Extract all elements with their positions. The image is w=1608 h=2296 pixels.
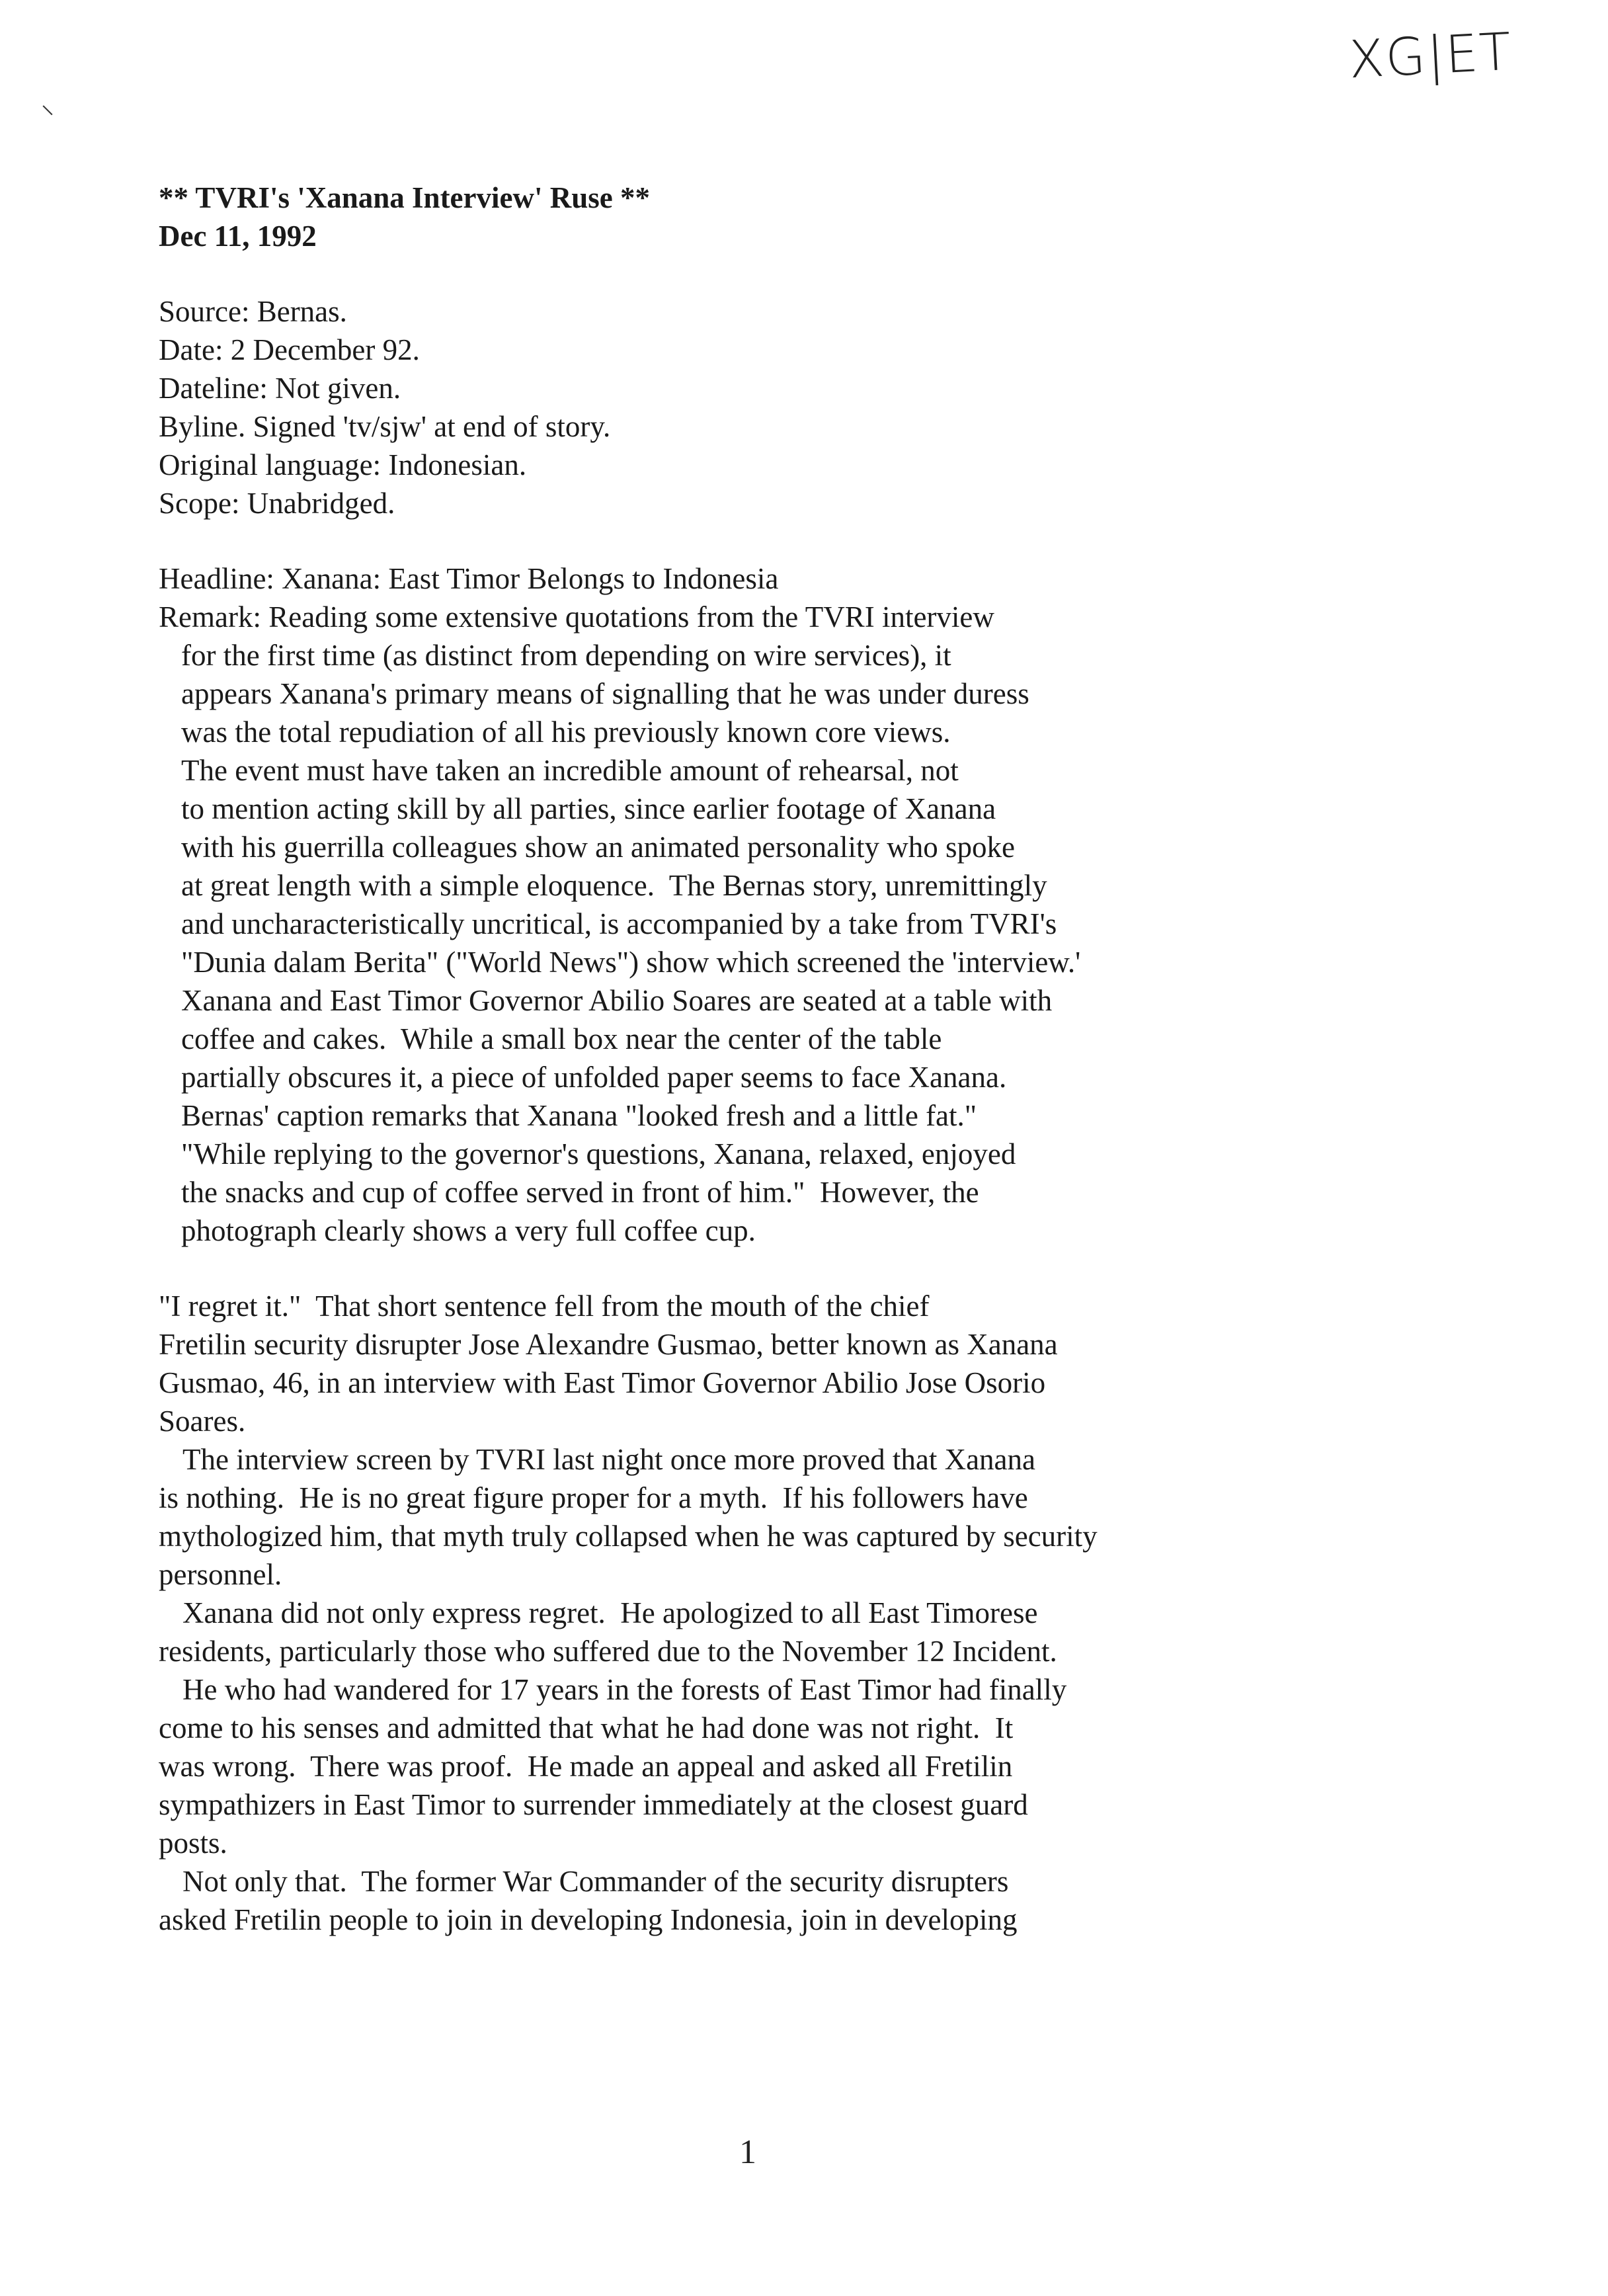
paragraph <box>159 1594 1256 1670</box>
remark-line: "While replying to the governor's questions, Xanana, relaxed, enjoyed <box>181 1137 1016 1170</box>
remark-first-line: Remark: Reading some extensive quotations from the TVRI interview <box>159 600 994 634</box>
body-line: Xanana did not only express regret. He apologized to all East Timorese <box>182 1596 1038 1629</box>
remark-line: Xanana and East Timor Governor Abilio Soares are seated at a table with <box>181 984 1053 1017</box>
body-line: come to his senses and admitted that what he had done was not right. It <box>159 1711 1014 1744</box>
remark-line: with his guerrilla colleagues show an animated personality who spoke <box>181 831 1015 864</box>
body-line: The interview screen by TVRI last night once more proved that Xanana <box>182 1443 1035 1476</box>
body-line: Gusmao, 46, in an interview with East Timor Governor Abilio Jose Osorio <box>159 1366 1046 1399</box>
remark-line: coffee and cakes. While a small box near the center of the table <box>181 1022 942 1055</box>
paragraph <box>159 1287 1256 1440</box>
handwritten-annotation: XG|ET <box>1347 22 1514 91</box>
meta-source: Source: Bernas. <box>159 295 347 328</box>
paragraph <box>159 1862 1256 1939</box>
remark-continuation <box>159 636 1256 1250</box>
body-line: personnel. <box>159 1558 282 1591</box>
headline-remark-block <box>159 559 1256 1250</box>
body-line: "I regret it." That short sentence fell from the mouth of the chief <box>159 1290 930 1323</box>
document-date: Dec 11, 1992 <box>159 220 317 253</box>
metadata-block <box>159 292 1256 522</box>
meta-byline: Byline. Signed 'tv/sjw' at end of story. <box>159 410 611 443</box>
remark-line: at great length with a simple eloquence. The Bernas story, unremittingly <box>181 869 1047 902</box>
paragraph <box>159 1440 1256 1594</box>
body-line: Fretilin security disrupter Jose Alexandre Gusmao, better known as Xanana <box>159 1328 1058 1361</box>
meta-scope: Scope: Unabridged. <box>159 487 395 520</box>
remark-line: and uncharacteristically uncritical, is accompanied by a take from TVRI's <box>181 907 1057 940</box>
remark-line: photograph clearly shows a very full coffee cup. <box>181 1214 756 1247</box>
meta-dateline: Dateline: Not given. <box>159 372 401 405</box>
body-line: sympathizers in East Timor to surrender immediately at the closest guard <box>159 1788 1028 1821</box>
document-title: ** TVRI's 'Xanana Interview' Ruse ** <box>159 181 650 214</box>
remark-line: for the first time (as distinct from depending on wire services), it <box>181 639 951 672</box>
meta-date: Date: 2 December 92. <box>159 333 420 366</box>
body-line: He who had wandered for 17 years in the forests of East Timor had finally <box>182 1673 1067 1706</box>
body-line: mythologized him, that myth truly collapsed when he was captured by security <box>159 1520 1098 1553</box>
body-line: posts. <box>159 1826 227 1860</box>
meta-language: Original language: Indonesian. <box>159 448 527 481</box>
body-line: Soares. <box>159 1405 246 1438</box>
headline: Headline: Xanana: East Timor Belongs to Indonesia <box>159 562 779 595</box>
body-line: was wrong. There was proof. He made an appeal and asked all Fretilin <box>159 1750 1013 1783</box>
remark-line: partially obscures it, a piece of unfolded paper seems to face Xanana. <box>181 1061 1007 1094</box>
body-line: asked Fretilin people to join in developing Indonesia, join in developing <box>159 1903 1018 1936</box>
body-line: is nothing. He is no great figure proper for a myth. If his followers have <box>159 1481 1028 1514</box>
body-line: Not only that. The former War Commander of the security disrupters <box>182 1865 1009 1898</box>
paragraph <box>159 1670 1256 1862</box>
body-line: residents, particularly those who suffered due to the November 12 Incident. <box>159 1635 1057 1668</box>
remark-line: The event must have taken an incredible amount of rehearsal, not <box>181 754 959 787</box>
remark-line: Bernas' caption remarks that Xanana "looked fresh and a little fat." <box>181 1099 977 1132</box>
scan-mark: ⸜ <box>41 89 54 120</box>
remark-line: to mention acting skill by all parties, since earlier footage of Xanana <box>181 792 996 825</box>
page-number: 1 <box>739 2133 756 2171</box>
remark-line: appears Xanana's primary means of signalling that he was under duress <box>181 677 1029 710</box>
remark-line: was the total repudiation of all his previously known core views. <box>181 716 951 749</box>
article-body <box>159 1287 1256 1939</box>
remark-line: "Dunia dalam Berita" ("World News") show which screened the 'interview.' <box>181 946 1081 979</box>
remark-line: the snacks and cup of coffee served in front of him." However, the <box>181 1176 979 1209</box>
document-body <box>159 179 1256 1939</box>
